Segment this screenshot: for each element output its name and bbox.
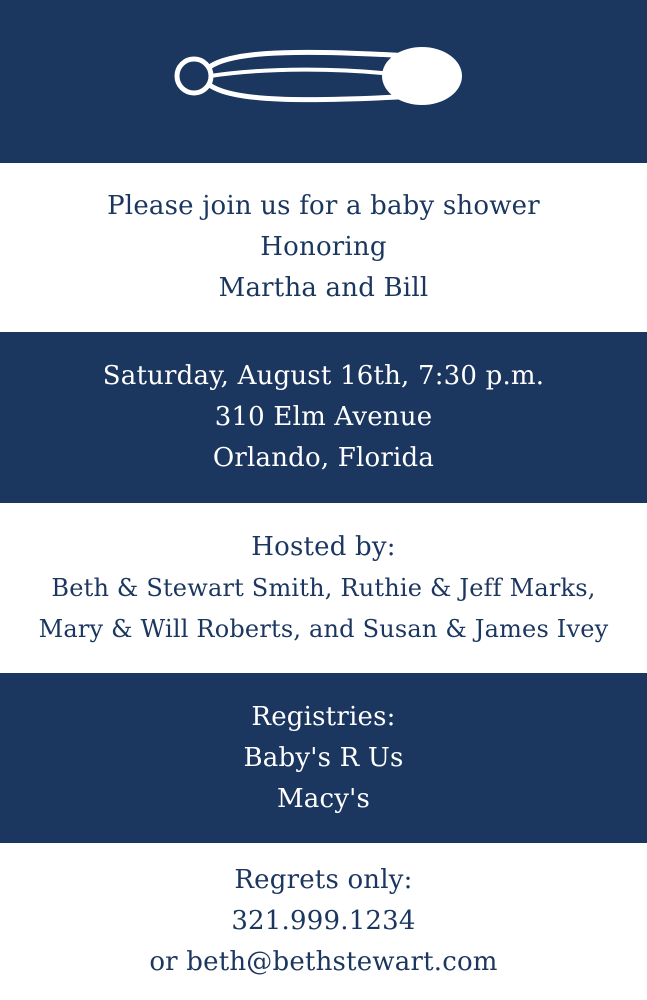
intro-line: Please join us for a baby shower <box>107 191 540 221</box>
intro-section <box>0 163 647 332</box>
registries-label: Registries: <box>251 701 396 732</box>
rsvp-phone: 321.999.1234 <box>231 906 416 936</box>
hosts-label: Hosted by: <box>251 531 396 562</box>
rsvp-section <box>0 843 647 1000</box>
registry-item: Baby's R Us <box>243 742 404 773</box>
hosts-section <box>0 503 647 673</box>
details-section <box>0 332 647 503</box>
datetime-line: Saturday, August 16th, 7:30 p.m. <box>102 361 545 391</box>
city-line: Orlando, Florida <box>212 443 435 473</box>
hosts-line: Mary & Will Roberts, and Susan & James Ivey <box>38 614 609 643</box>
header-band <box>0 0 647 163</box>
safety-pin-icon <box>172 40 468 112</box>
registries-section <box>0 673 647 843</box>
registry-item: Macy's <box>276 783 371 814</box>
address-line: 310 Elm Avenue <box>214 402 433 432</box>
rsvp-label: Regrets only: <box>234 865 413 895</box>
rsvp-email: or beth@bethstewart.com <box>149 947 498 977</box>
honoring-line: Honoring <box>260 232 387 262</box>
hosts-line: Beth & Stewart Smith, Ruthie & Jeff Marks, <box>51 573 596 602</box>
honorees-line: Martha and Bill <box>218 273 429 303</box>
